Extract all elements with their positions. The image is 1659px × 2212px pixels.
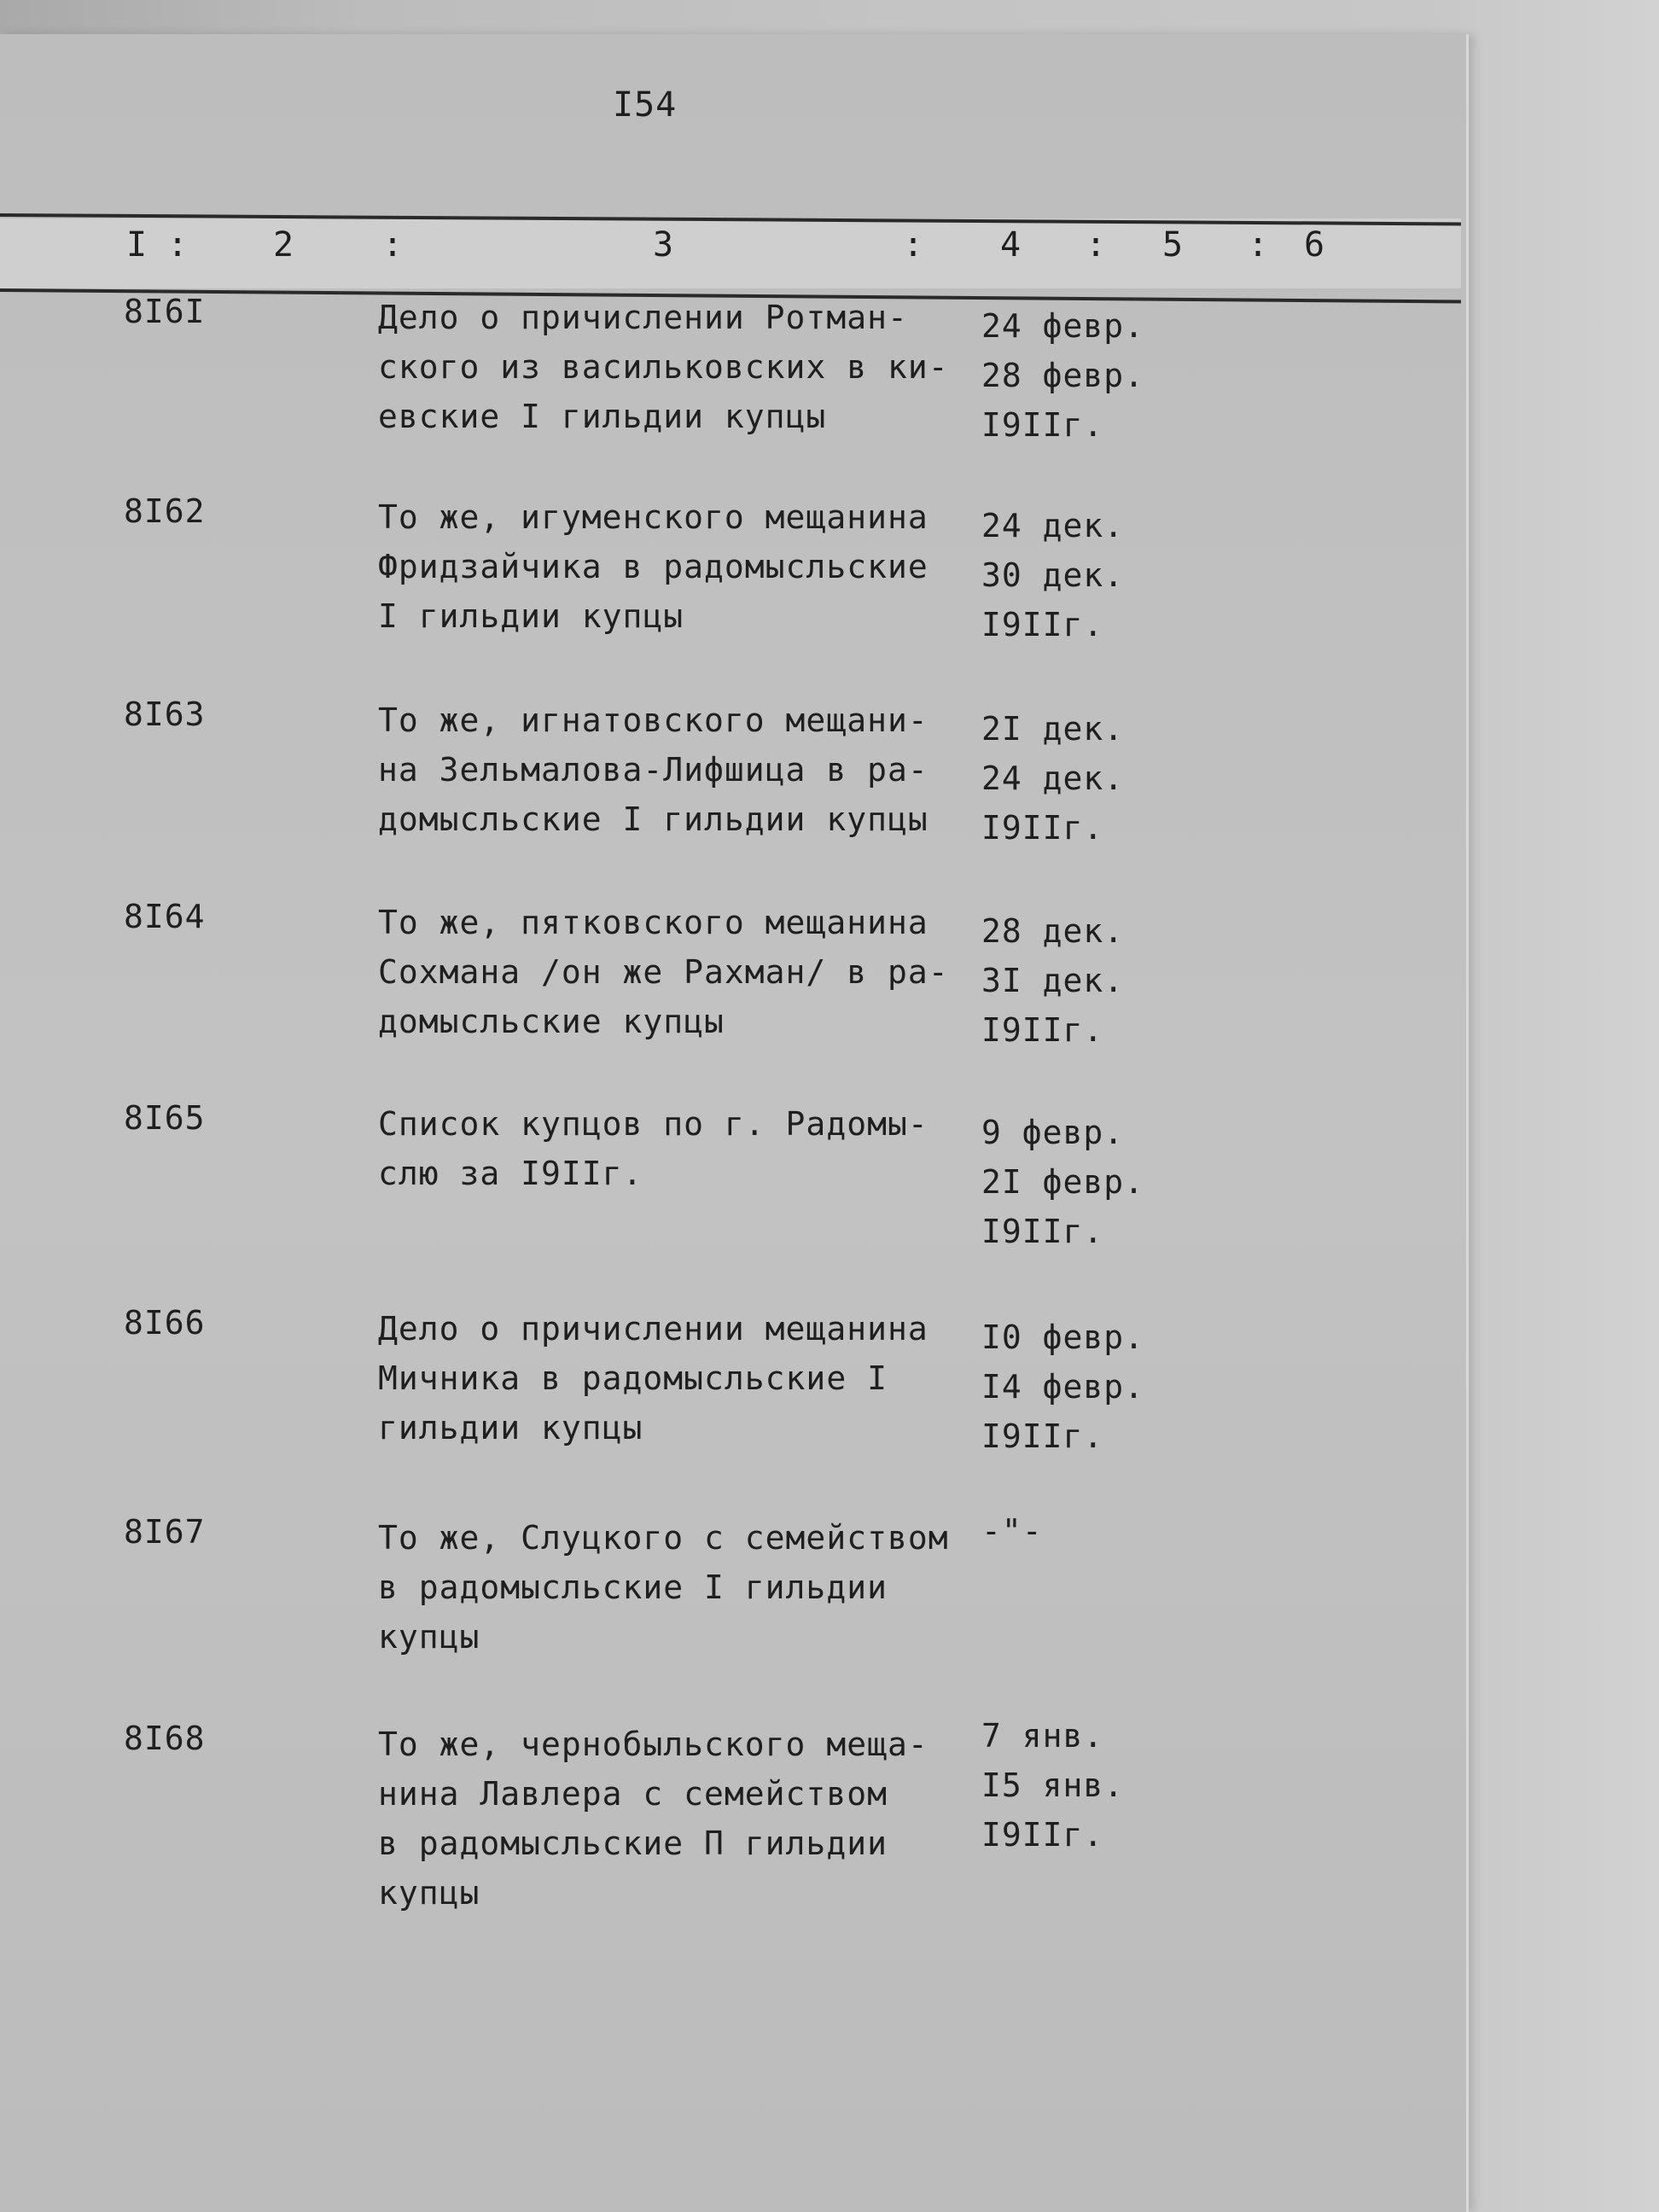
description-line: в радомысльские П гильдии <box>378 1825 888 1862</box>
entry-description <box>378 898 992 1046</box>
description-line: Дело о причислении Ротман- <box>378 299 908 336</box>
date-end: 3I дек. <box>981 962 1125 999</box>
description-line: I гильдии купцы <box>378 597 684 635</box>
entry-dates <box>981 1108 1144 1256</box>
date-end: 24 дек. <box>981 760 1125 797</box>
column-header-separator: : <box>903 225 924 265</box>
description-line: То же, игуменского мещанина <box>378 498 928 536</box>
date-end: 2I февр. <box>981 1163 1145 1201</box>
description-line: То же, пятковского мещанина <box>378 904 928 941</box>
entry-number: 8I68 <box>124 1720 206 1757</box>
page-number: I54 <box>613 85 678 125</box>
entry-description <box>378 1099 992 1198</box>
entry-description <box>378 1304 992 1452</box>
entry-number: 8I67 <box>124 1513 206 1551</box>
date-end: 28 февр. <box>981 357 1145 394</box>
description-line: на Зельмалова-Лифшица в ра- <box>378 751 928 789</box>
column-header-5: 5 <box>1162 225 1184 265</box>
entry-description <box>378 1513 992 1662</box>
date-year: I9IIг. <box>981 406 1104 444</box>
entry-description <box>378 696 992 844</box>
entry-description <box>378 492 992 641</box>
column-header-band <box>0 218 1461 288</box>
entry-number: 8I62 <box>124 492 206 530</box>
date-start: 28 дек. <box>981 912 1125 950</box>
date-start: I0 февр. <box>981 1318 1145 1356</box>
column-header-separator: : <box>1248 225 1269 265</box>
column-header-2: 2 <box>273 225 294 265</box>
date-year: I9IIг. <box>981 809 1104 847</box>
entry-dates <box>981 1711 1124 1860</box>
description-line: ского из васильковских в ки- <box>378 348 949 386</box>
description-line: То же, игнатовского мещани- <box>378 701 928 739</box>
description-line: в радомысльские I гильдии <box>378 1569 888 1606</box>
entry-number: 8I63 <box>124 696 206 733</box>
column-header-1: I <box>126 225 148 265</box>
description-line: домысльские I гильдии купцы <box>378 800 928 838</box>
entry-number: 8I6I <box>124 293 206 330</box>
document-page <box>0 34 1469 2212</box>
date-ditto-mark: -"- <box>981 1512 1043 1550</box>
description-line: гильдии купцы <box>378 1409 643 1447</box>
description-line: купцы <box>378 1618 480 1656</box>
entry-description <box>378 293 992 441</box>
date-year: I9IIг. <box>981 1816 1104 1854</box>
column-header-4: 4 <box>1000 225 1022 265</box>
description-line: нина Лавлера с семейством <box>378 1775 888 1813</box>
entry-dates <box>981 1313 1144 1461</box>
entry-number: 8I64 <box>124 898 206 935</box>
description-line: слю за I9IIг. <box>378 1155 643 1192</box>
description-line: Список купцов по г. Радомы- <box>378 1105 928 1143</box>
date-end: I4 февр. <box>981 1368 1145 1406</box>
date-year: I9IIг. <box>981 606 1104 643</box>
date-year: I9IIг. <box>981 1011 1104 1049</box>
date-year: I9IIг. <box>981 1417 1104 1455</box>
description-line: То же, чернобыльского меща- <box>378 1726 928 1763</box>
entry-description <box>378 1720 992 1918</box>
column-header-6: 6 <box>1304 225 1325 265</box>
description-line: Сохмана /он же Рахман/ в ра- <box>378 953 949 991</box>
column-header-separator: : <box>382 225 404 265</box>
entry-dates <box>981 906 1124 1055</box>
description-line: То же, Слуцкого с семейством <box>378 1519 949 1557</box>
date-end: 30 дек. <box>981 556 1125 594</box>
date-start: 24 дек. <box>981 507 1125 544</box>
date-start: 7 янв. <box>981 1717 1104 1755</box>
description-line: Мичника в радомысльские I <box>378 1359 888 1397</box>
description-line: Дело о причислении мещанина <box>378 1310 928 1348</box>
description-line: Фридзайчика в радомысльские <box>378 548 928 585</box>
description-line: купцы <box>378 1874 480 1912</box>
entry-number: 8I65 <box>124 1099 206 1137</box>
column-header-3: 3 <box>653 225 674 265</box>
description-line: домысльские купцы <box>378 1003 725 1040</box>
entry-dates <box>981 501 1124 649</box>
column-header-separator: : <box>167 225 189 265</box>
date-start: 24 февр. <box>981 307 1145 345</box>
entry-number: 8I66 <box>124 1304 206 1342</box>
entry-dates <box>981 1506 1043 1556</box>
date-year: I9IIг. <box>981 1213 1104 1250</box>
date-end: I5 янв. <box>981 1767 1125 1804</box>
date-start: 2I дек. <box>981 710 1125 748</box>
entry-dates <box>981 704 1124 853</box>
entry-dates <box>981 301 1144 450</box>
column-header-separator: : <box>1086 225 1107 265</box>
date-start: 9 февр. <box>981 1114 1125 1151</box>
description-line: евские I гильдии купцы <box>378 398 827 435</box>
